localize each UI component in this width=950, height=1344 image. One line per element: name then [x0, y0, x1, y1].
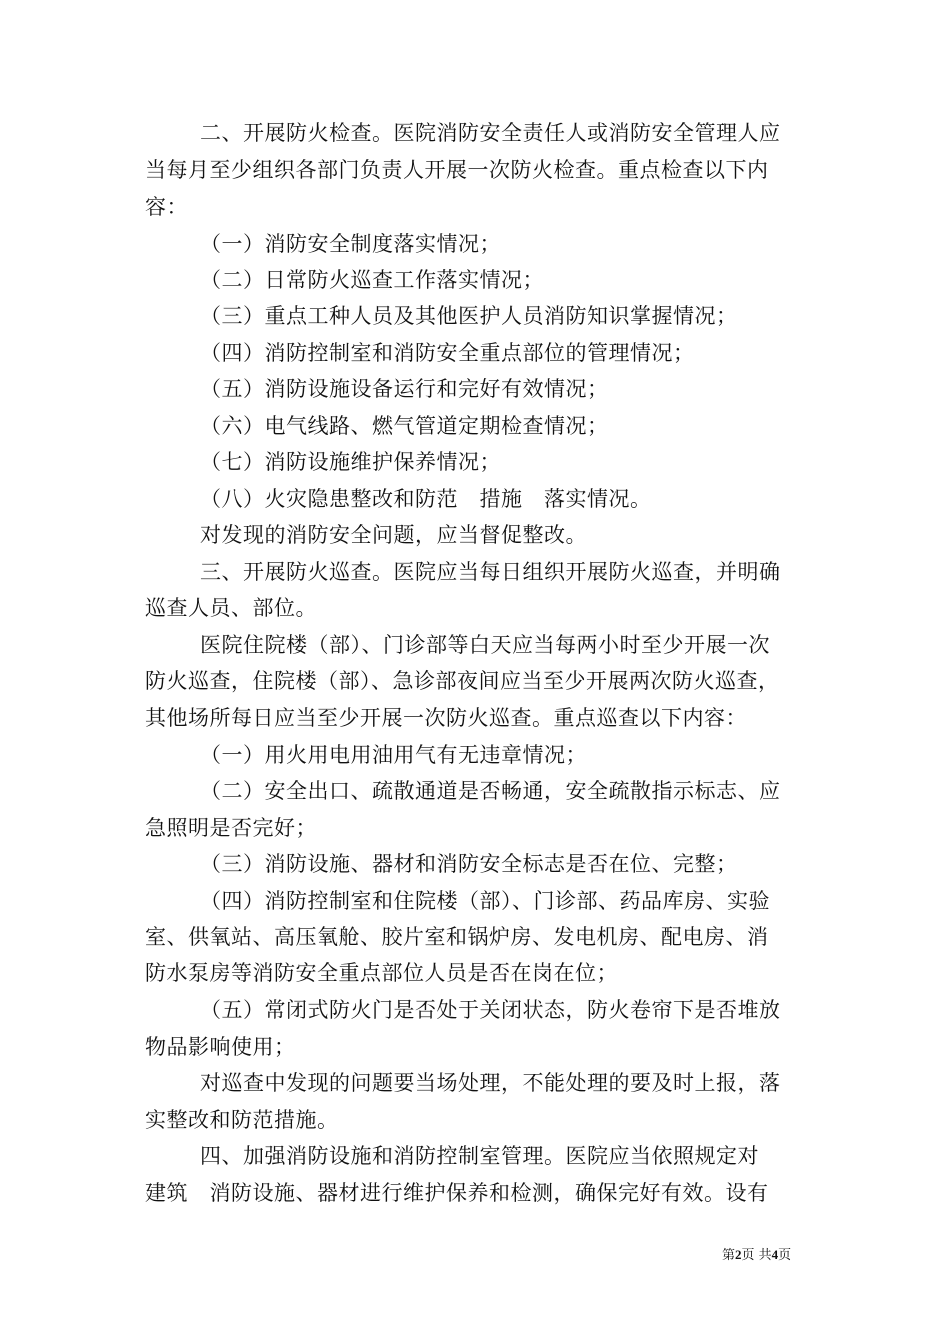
list-item-continuation: 防水泵房等消防安全重点部位人员是否在岗在位；	[145, 961, 618, 985]
paragraph-line: 医院住院楼（部）、门诊部等白天应当每两小时至少开展一次	[200, 633, 770, 657]
list-item: （三）重点工种人员及其他医护人员消防知识掌握情况；	[200, 304, 738, 328]
list-item: （四）消防控制室和住院楼（部）、门诊部、药品库房、实验	[200, 889, 770, 913]
list-item: （一）消防安全制度落实情况；	[200, 232, 501, 256]
paragraph-line: 对巡查中发现的问题要当场处理，不能处理的要及时上报，落	[200, 1071, 781, 1095]
footer-prefix: 第	[722, 1248, 736, 1263]
list-item-continuation: 物品影响使用；	[145, 1035, 296, 1059]
list-item: （三）消防设施、器材和消防安全标志是否在位、完整；	[200, 852, 738, 876]
list-item-continuation: 室、供氧站、高压氧舱、胶片室和锅炉房、发电机房、配电房、消	[145, 925, 769, 949]
paragraph-line: 防火巡查，住院楼（部）、急诊部夜间应当至少开展两次防火巡查，	[145, 669, 780, 693]
list-item: （七）消防设施维护保养情况；	[200, 450, 501, 474]
paragraph-line: 三、开展防火巡查。医院应当每日组织开展防火巡查，并明确	[200, 560, 781, 584]
paragraph-line: 其他场所每日应当至少开展一次防火巡查。重点巡查以下内容：	[145, 706, 747, 730]
list-item: （五）消防设施设备运行和完好有效情况；	[200, 377, 609, 401]
footer-suffix: 页	[778, 1248, 792, 1263]
paragraph-line: 容：	[145, 195, 188, 219]
paragraph-line: 实整改和防范措施。	[145, 1108, 339, 1132]
paragraph-line: 四、加强消防设施和消防控制室管理。医院应当依照规定对	[200, 1144, 759, 1168]
paragraph-line: 建筑 消防设施、器材进行维护保养和检测，确保完好有效。设有	[145, 1181, 769, 1205]
current-page-number: 2	[735, 1247, 742, 1262]
total-page-number: 4	[771, 1247, 779, 1262]
list-item-continuation: 急照明是否完好；	[145, 816, 317, 840]
paragraph-line: 二、开展防火检查。医院消防安全责任人或消防安全管理人应	[200, 121, 781, 145]
paragraph-line: 对发现的消防安全问题，应当督促整改。	[200, 523, 587, 547]
page-footer	[722, 1246, 791, 1265]
footer-middle: 页 共	[741, 1248, 772, 1263]
list-item: （二）日常防火巡查工作落实情况；	[200, 268, 544, 292]
list-item: （二）安全出口、疏散通道是否畅通，安全疏散指示标志、应	[200, 779, 781, 803]
list-item: （六）电气线路、燃气管道定期检查情况；	[200, 414, 609, 438]
list-item: （八）火灾隐患整改和防范 措施 落实情况。	[200, 487, 652, 511]
list-item: （一）用火用电用油用气有无违章情况；	[200, 743, 587, 767]
paragraph-line: 当每月至少组织各部门负责人开展一次防火检查。重点检查以下内	[145, 158, 769, 182]
list-item: （四）消防控制室和消防安全重点部位的管理情况；	[200, 341, 695, 365]
list-item: （五）常闭式防火门是否处于关闭状态，防火卷帘下是否堆放	[200, 998, 781, 1022]
paragraph-line: 巡查人员、部位。	[145, 596, 317, 620]
